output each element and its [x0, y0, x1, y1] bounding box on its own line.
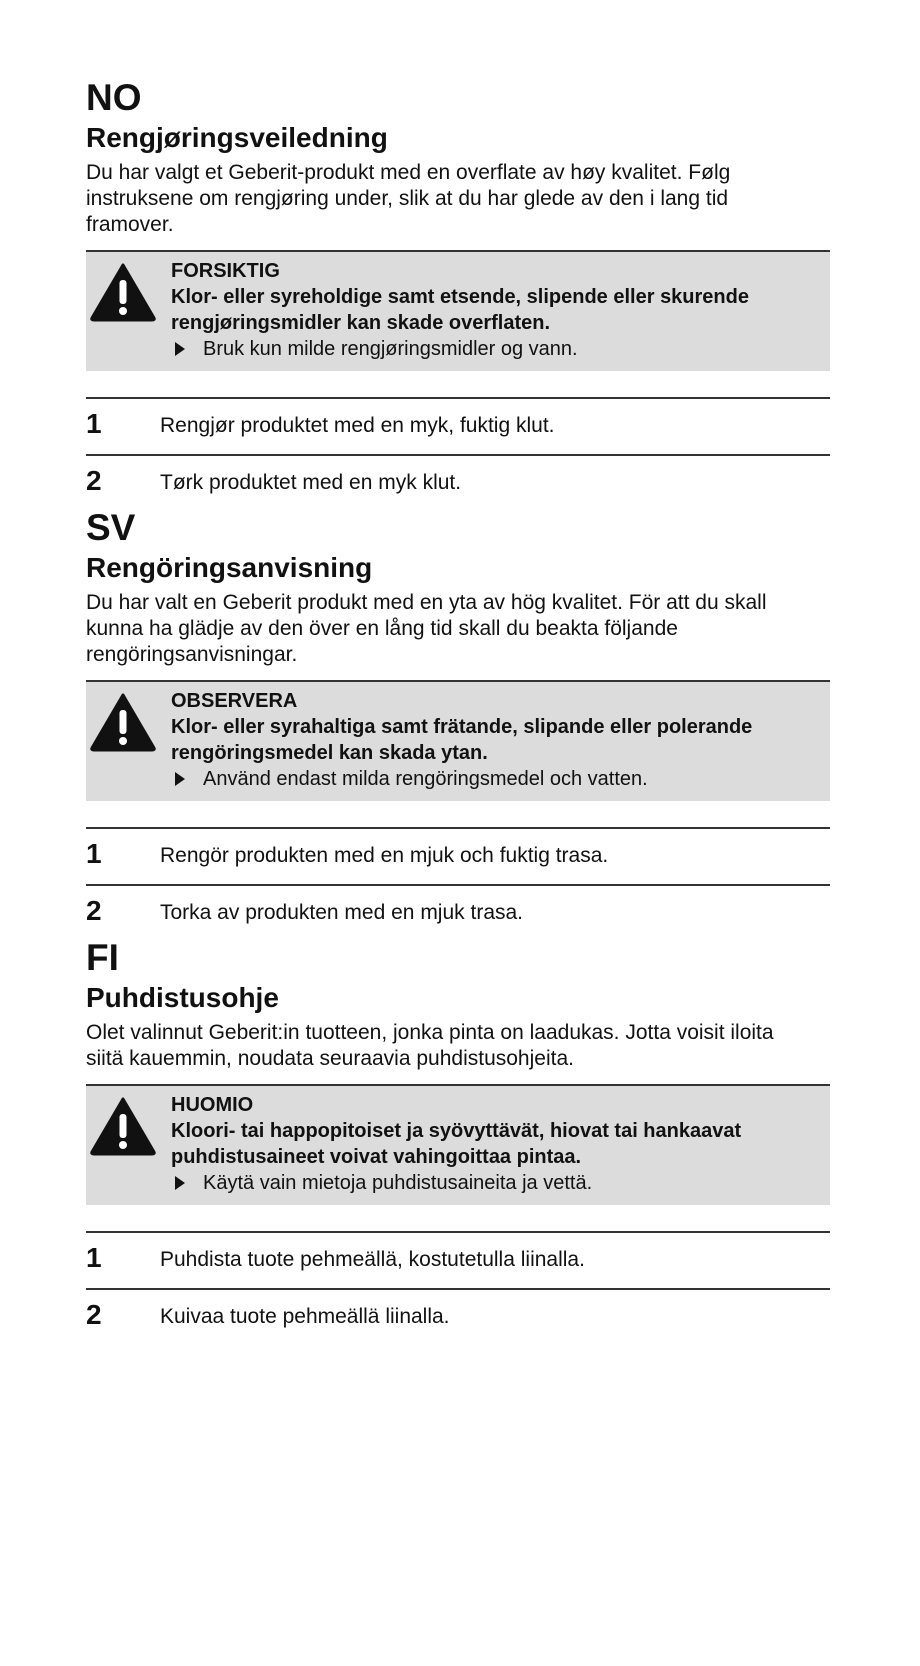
step-item	[86, 884, 830, 941]
language-code: NO	[86, 77, 142, 118]
section-title: Rengjøringsveiledning	[86, 122, 388, 153]
warning-action	[171, 1170, 824, 1196]
step-item	[86, 397, 830, 454]
step-item	[86, 1231, 830, 1288]
warning-text	[171, 1118, 824, 1170]
warning-heading: HUOMIO	[171, 1094, 254, 1116]
intro-paragraph	[86, 160, 830, 238]
warning-text	[171, 284, 824, 336]
section-sv	[86, 508, 830, 941]
intro-paragraph	[86, 1020, 830, 1072]
warning-text-line: puhdistusaineet voivat vahingoittaa pintaa.	[171, 1146, 582, 1168]
intro-line: Du har valt en Geberit produkt med en yta av hög kvalitet. För att du skall	[86, 591, 767, 614]
steps-list	[86, 397, 830, 511]
step-number: 1	[86, 1242, 102, 1273]
warning-text-line: rengöringsmedel kan skada ytan.	[171, 742, 488, 764]
caution-box	[86, 1084, 830, 1205]
step-number: 2	[86, 465, 102, 496]
arrow-right-icon	[175, 342, 185, 356]
warning-heading: FORSIKTIG	[171, 260, 280, 282]
intro-line: kunna ha glädje av den över en lång tid skall du beakta följande	[86, 617, 678, 640]
section-fi	[86, 938, 830, 1345]
caution-box	[86, 680, 830, 801]
step-item	[86, 454, 830, 511]
warning-heading: OBSERVERA	[171, 690, 298, 712]
intro-line: Olet valinnut Geberit:in tuotteen, jonka pinta on laadukas. Jotta voisit iloita	[86, 1021, 774, 1044]
step-text: Rengör produkten med en mjuk och fuktig trasa.	[160, 844, 609, 867]
steps-list	[86, 1231, 830, 1345]
warning-action-text: Käytä vain mietoja puhdistusaineita ja vettä.	[203, 1172, 593, 1194]
warning-action	[171, 766, 824, 792]
language-code: FI	[86, 937, 119, 978]
warning-text	[171, 714, 824, 766]
warning-text-line: Klor- eller syreholdige samt etsende, slipende eller skurende	[171, 286, 749, 308]
section-title: Puhdistusohje	[86, 982, 279, 1013]
intro-line: framover.	[86, 213, 174, 236]
step-number: 2	[86, 895, 102, 926]
step-text: Rengjør produktet med en myk, fuktig klut.	[160, 414, 555, 437]
warning-text-line: rengjøringsmidler kan skade overflaten.	[171, 312, 551, 334]
language-code: SV	[86, 507, 136, 548]
step-item	[86, 1288, 830, 1345]
warning-action	[171, 336, 824, 362]
step-number: 1	[86, 408, 102, 439]
warning-action-text: Använd endast milda rengöringsmedel och vatten.	[203, 768, 648, 790]
step-text: Kuivaa tuote pehmeällä liinalla.	[160, 1305, 450, 1328]
intro-line: instruksene om rengjøring under, slik at du har glede av den i lang tid	[86, 187, 729, 210]
intro-line: siitä kauemmin, noudata seuraavia puhdistusohjeita.	[86, 1047, 574, 1070]
arrow-right-icon	[175, 1176, 185, 1190]
warning-action-text: Bruk kun milde rengjøringsmidler og vann.	[203, 338, 578, 360]
step-item	[86, 827, 830, 884]
intro-paragraph	[86, 590, 830, 668]
warning-triangle-icon	[89, 262, 157, 322]
caution-box	[86, 250, 830, 371]
intro-line: rengöringsanvisningar.	[86, 643, 298, 666]
steps-list	[86, 827, 830, 941]
step-number: 2	[86, 1299, 102, 1330]
section-title: Rengöringsanvisning	[86, 552, 373, 583]
warning-triangle-icon	[89, 1096, 157, 1156]
warning-text-line: Klor- eller syrahaltiga samt frätande, slipande eller polerande	[171, 716, 753, 738]
step-text: Puhdista tuote pehmeällä, kostutetulla liinalla.	[160, 1248, 585, 1271]
intro-line: Du har valgt et Geberit-produkt med en overflate av høy kvalitet. Følg	[86, 161, 731, 184]
step-text: Tørk produktet med en myk klut.	[160, 471, 462, 494]
step-number: 1	[86, 838, 102, 869]
arrow-right-icon	[175, 772, 185, 786]
step-text: Torka av produkten med en mjuk trasa.	[160, 901, 524, 924]
warning-triangle-icon	[89, 692, 157, 752]
section-no	[86, 78, 830, 511]
warning-text-line: Kloori- tai happopitoiset ja syövyttävät, hiovat tai hankaavat	[171, 1120, 742, 1142]
